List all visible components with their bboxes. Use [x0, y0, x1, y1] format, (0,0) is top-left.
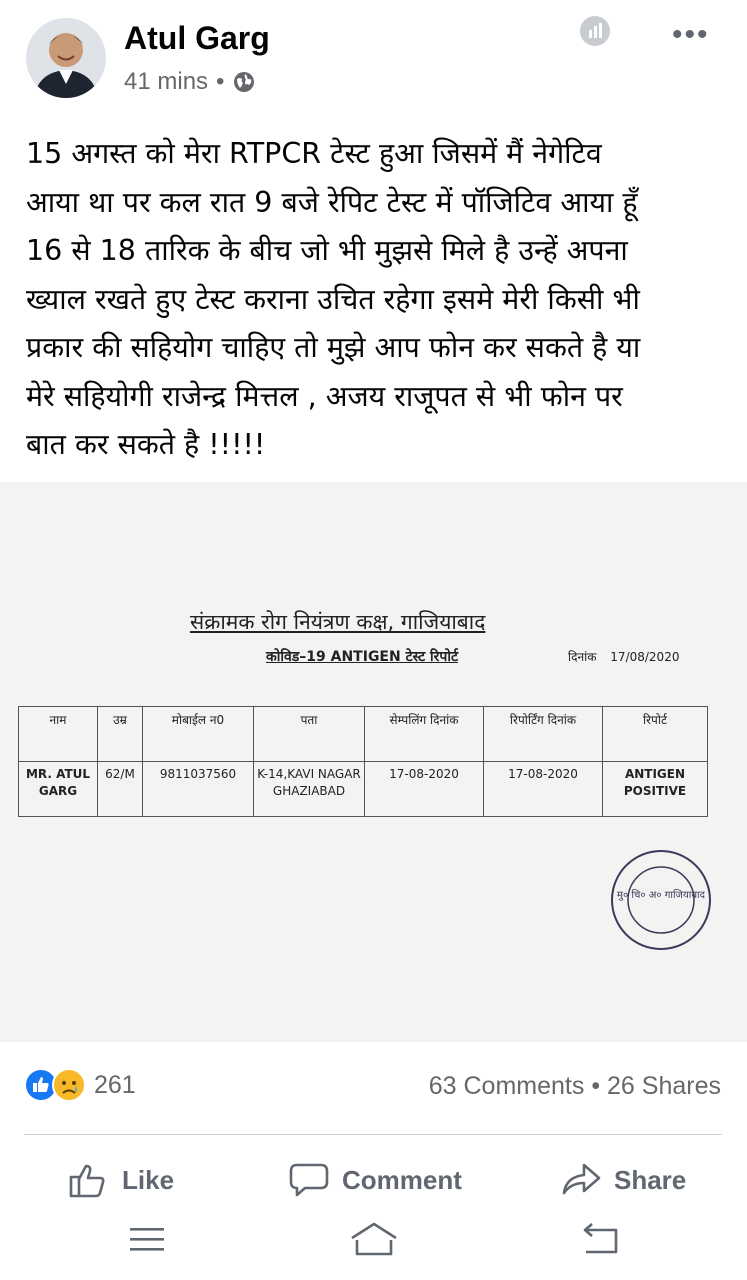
document-subtitle: कोविड–19 ANTIGEN टेस्ट रिपोर्ट: [266, 649, 459, 665]
post-text: [26, 130, 726, 470]
menu-icon[interactable]: [122, 1218, 172, 1262]
like-label: Like: [122, 1164, 175, 1195]
engagement-counts: [429, 1072, 721, 1101]
post-text-line: प्रकार की सहियोग चाहिए तो मुझे आप फोन कर सकते है या: [26, 331, 641, 364]
post-time[interactable]: 41 mins: [124, 68, 209, 95]
post-text-line: आया था पर कल रात 9 बजे रेपिट टेस्ट में पॉजिटिव आया हूँ: [26, 185, 638, 219]
share-arrow-icon: [560, 1161, 602, 1199]
cell-report: ANTIGEN POSITIVE: [603, 762, 708, 817]
shares-count[interactable]: 26 Shares: [607, 1072, 721, 1100]
cell-name: MR. ATUL GARG: [19, 762, 98, 817]
thumbs-up-icon: [68, 1161, 110, 1199]
insights-icon[interactable]: [580, 16, 610, 46]
table-header-row: [19, 707, 708, 762]
post-photo[interactable]: [0, 482, 747, 1042]
post-text-line: बात कर सकते है !!!!!: [26, 428, 266, 461]
post-text-line: 15 अगस्त को मेरा RTPCR टेस्ट हुआ जिसमें मैं नेगेटिव: [26, 137, 602, 170]
globe-icon: [232, 70, 256, 94]
header-address: पता: [254, 707, 365, 762]
avatar-image: [26, 18, 106, 98]
cell-mobile: 9811037560: [143, 762, 254, 817]
stamp-text: मु० चि० अ० गाजियाबाद: [617, 890, 705, 901]
table-row: [19, 762, 708, 817]
header-mobile: मोबाईल न0: [143, 707, 254, 762]
author-name[interactable]: Atul Garg: [124, 20, 270, 56]
comment-button[interactable]: [288, 1150, 462, 1210]
post-text-line: मेरे सहियोगी राजेन्द्र मित्तल , अजय राजूपत से भी फोन पर: [26, 379, 623, 413]
document-date-value: 17/08/2020: [610, 650, 680, 664]
more-options-icon[interactable]: •••: [672, 18, 710, 51]
sad-reaction-icon: [52, 1068, 86, 1102]
comment-bubble-icon: [288, 1161, 330, 1199]
share-label: Share: [614, 1164, 687, 1195]
cell-address: K-14,KAVI NAGAR GHAZIABAD: [254, 762, 365, 817]
cell-sampling-date: 17-08-2020: [365, 762, 484, 817]
header-name: नाम: [19, 707, 98, 762]
report-table: [18, 706, 708, 817]
document-date-label: दिनांक: [568, 650, 597, 664]
counts-separator: •: [591, 1072, 601, 1100]
comments-count[interactable]: 63 Comments: [428, 1072, 585, 1100]
author-avatar[interactable]: [26, 18, 106, 98]
cell-age: 62/M: [98, 762, 143, 817]
reaction-count: 261: [94, 1070, 136, 1099]
system-nav-bar: [0, 1210, 747, 1280]
official-stamp: [608, 848, 714, 952]
post-header: [0, 0, 747, 110]
comment-label: Comment: [342, 1164, 462, 1195]
post-meta: [124, 68, 256, 96]
document-title: संक्रामक रोग नियंत्रण कक्ष, गाजियाबाद: [190, 610, 486, 634]
home-icon[interactable]: [349, 1218, 399, 1262]
header-reporting-date: रिपोर्टिंग दिनांक: [484, 707, 603, 762]
share-button[interactable]: [560, 1150, 686, 1210]
header-age: उम्र: [98, 707, 143, 762]
meta-separator: •: [216, 68, 225, 95]
header-sampling-date: सेम्पलिंग दिनांक: [365, 707, 484, 762]
cell-reporting-date: 17-08-2020: [484, 762, 603, 817]
divider: [24, 1134, 722, 1135]
reaction-summary[interactable]: [24, 1068, 136, 1102]
back-icon[interactable]: [576, 1218, 626, 1262]
document-date: [568, 648, 679, 665]
header-report: रिपोर्ट: [603, 707, 708, 762]
post-text-line: 16 से 18 तारिक के बीच जो भी मुझसे मिले है उन्हें अपना: [26, 234, 628, 267]
post-text-line: ख्याल रखते हुए टेस्ट कराना उचित रहेगा इसमे मेरी किसी भी: [26, 282, 640, 316]
post-actions: [0, 1150, 747, 1210]
like-button[interactable]: [68, 1150, 174, 1210]
